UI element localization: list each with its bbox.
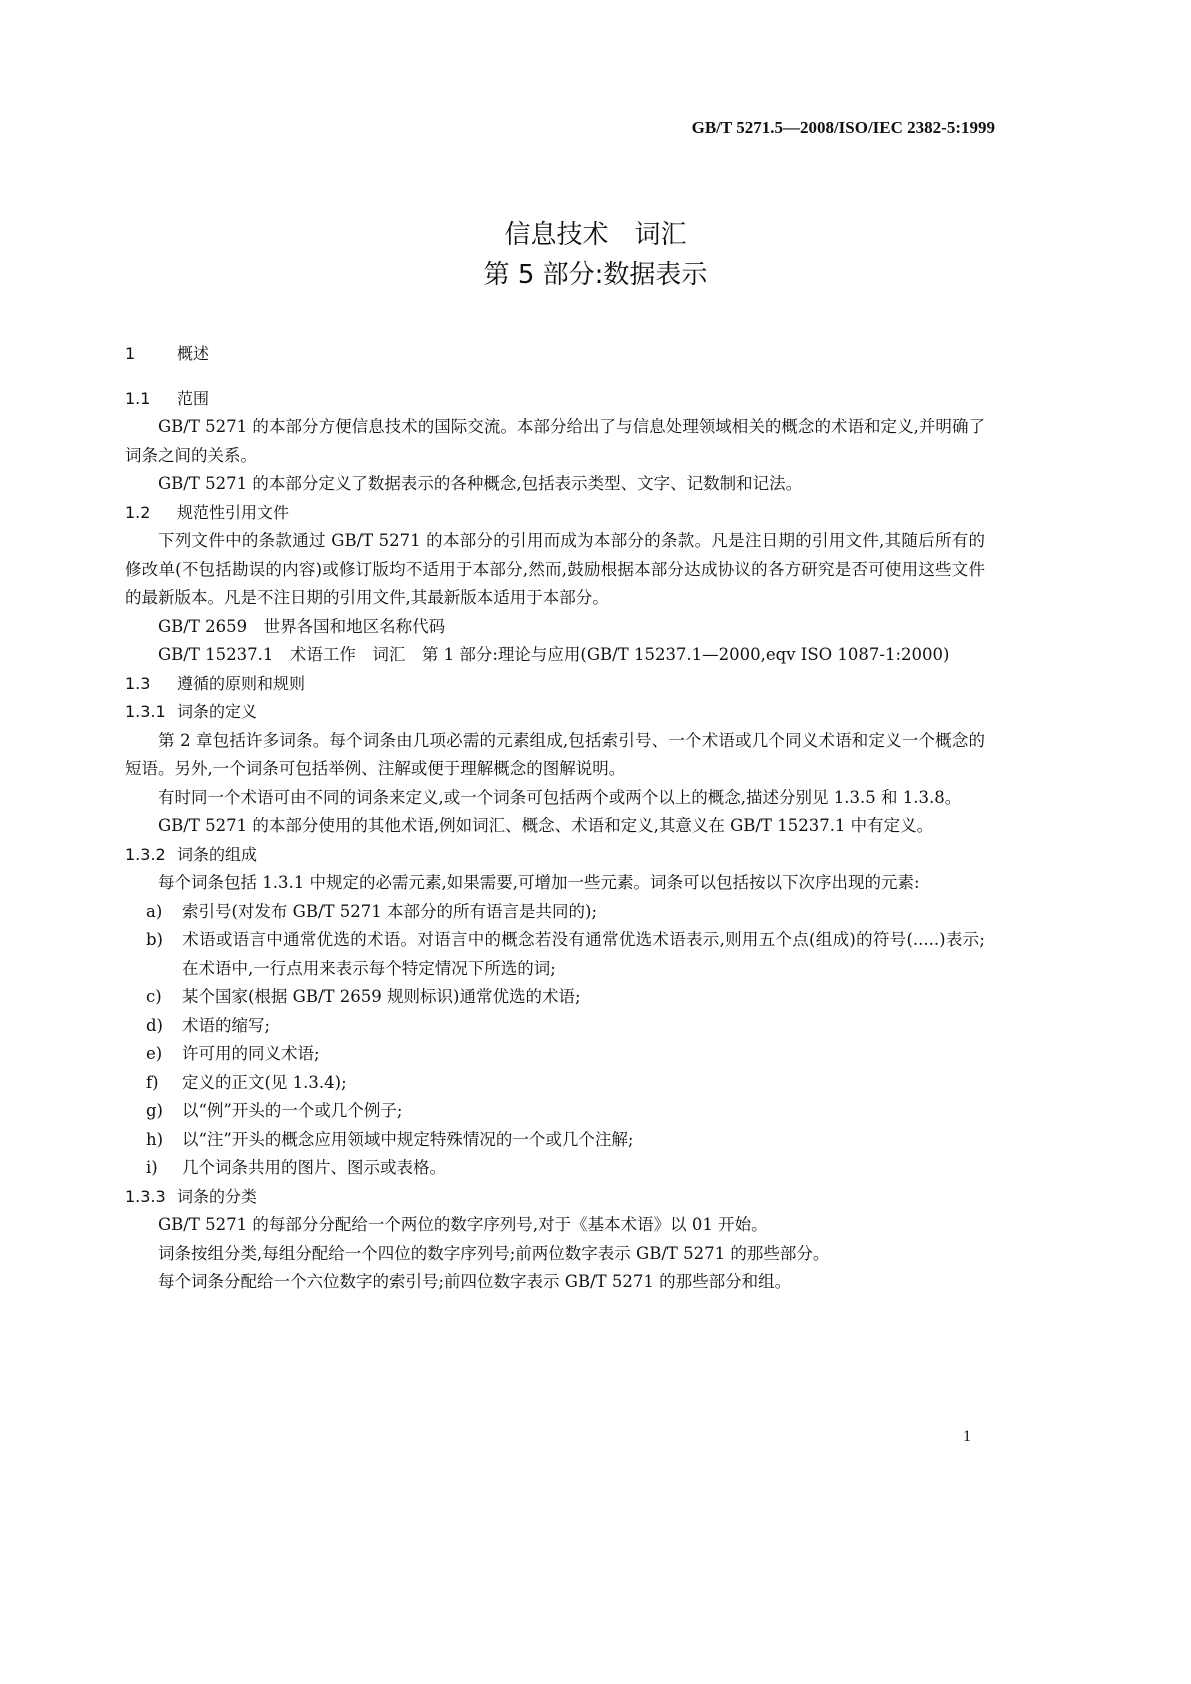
paragraph: GB/T 5271 的本部分使用的其他术语,例如词汇、概念、术语和定义,其意义在 GB/T 15237.1 中有定义。 [158, 816, 934, 835]
list-text: 术语的缩写; [182, 1015, 271, 1035]
standard-number-header: GB/T 5271.5—2008/ISO/IEC 2382-5:1999 [691, 118, 995, 137]
list-text: 以“例”开头的一个或几个例子; [182, 1101, 403, 1120]
section-title: 词条的定义 [177, 702, 258, 721]
document-title: 信息技术 词汇 [504, 220, 687, 250]
section-number: 1.1 [125, 388, 151, 408]
list-marker: f) [146, 1072, 159, 1092]
list-item [125, 1040, 985, 1069]
document-body [125, 340, 985, 1297]
paragraph: 下列文件中的条款通过 GB/T 5271 的本部分的引用而成为本部分的条款。凡是注日期的引用文件,其随后所有的修改单(不包括勘误的内容)或修订版均不适用于本部分,然而,鼓励根据本部分达成协议的各方研究是否可使用这些文件的最新版本。凡是不注日期的引用文件,其最新版本适用于本部分。 [125, 531, 985, 607]
paragraph: 第 2 章包括许多词条。每个词条由几项必需的元素组成,包括索引号、一个术语或几个同义术语和定义一个概念的短语。另外,一个词条可包括举例、注解或便于理解概念的图解说明。 [125, 730, 985, 778]
list-text: 某个国家(根据 GB/T 2659 规则标识)通常优选的术语; [182, 987, 581, 1006]
reference-item: GB/T 15237.1 术语工作 词汇 第 1 部分:理论与应用(GB/T 15237.1—2000,eqv ISO 1087-1:2000) [158, 645, 950, 664]
section-title: 遵循的原则和规则 [177, 673, 306, 693]
paragraph: 有时同一个术语可由不同的词条来定义,或一个词条可包括两个或两个以上的概念,描述分别见 1.3.5 和 1.3.8。 [158, 787, 962, 807]
reference-item: GB/T 2659 世界各国和地区名称代码 [158, 616, 446, 636]
list-text: 索引号(对发布 GB/T 5271 本部分的所有语言是共同的); [182, 901, 598, 921]
list-text: 定义的正文(见 1.3.4); [182, 1072, 347, 1092]
paragraph: GB/T 5271 的本部分方便信息技术的国际交流。本部分给出了与信息处理领域相关的概念的术语和定义,并明确了词条之间的关系。 [125, 417, 985, 465]
page-number: 1 [963, 1428, 971, 1445]
section-number: 1.3.1 [125, 702, 166, 721]
paragraph: 每个词条分配给一个六位数字的索引号;前四位数字表示 GB/T 5271 的那些部分和组。 [158, 1272, 792, 1291]
list-marker: c) [146, 987, 162, 1006]
list-marker: g) [146, 1101, 163, 1120]
list-marker: b) [146, 930, 163, 949]
list-marker: e) [146, 1044, 163, 1063]
section-number: 1 [125, 344, 136, 363]
section-title: 词条的分类 [177, 1186, 258, 1206]
list-item [125, 898, 985, 927]
list-item [125, 1012, 985, 1041]
list-item [125, 1097, 985, 1126]
list-marker: a) [146, 901, 163, 921]
list-item [125, 1069, 985, 1098]
section-number: 1.2 [125, 502, 151, 522]
section-heading-1 [125, 340, 985, 369]
list-text: 许可用的同义术语; [182, 1044, 320, 1063]
section-title: 词条的组成 [177, 844, 258, 864]
paragraph: GB/T 5271 的本部分定义了数据表示的各种概念,包括表示类型、文字、记数制和记法。 [158, 474, 803, 493]
section-title: 规范性引用文件 [177, 502, 290, 522]
paragraph: 每个词条包括 1.3.1 中规定的必需元素,如果需要,可增加一些元素。词条可以包括按以下次序出现的元素: [158, 873, 920, 892]
section-title: 概述 [177, 344, 210, 363]
list-item [125, 983, 985, 1012]
paragraph: GB/T 5271 的每部分分配给一个两位的数字序列号,对于《基本术语》以 01 开始。 [158, 1215, 768, 1234]
document-subtitle: 第 5 部分:数据表示 [483, 260, 708, 290]
list-text: 几个词条共用的图片、图示或表格。 [182, 1158, 446, 1177]
list-marker: d) [146, 1015, 163, 1035]
section-heading-1-3-2 [125, 841, 985, 870]
section-heading-1-2 [125, 499, 985, 528]
list-item [125, 1126, 985, 1155]
list-item [125, 926, 985, 983]
section-title: 范围 [177, 388, 210, 408]
section-heading-1-3 [125, 670, 985, 699]
section-number: 1.3.2 [125, 844, 166, 864]
paragraph: 词条按组分类,每组分配给一个四位的数字序列号;前两位数字表示 GB/T 5271 的那些部分。 [158, 1243, 830, 1263]
section-heading-1-3-1 [125, 698, 985, 727]
section-heading-1-1 [125, 385, 985, 414]
list-marker: h) [146, 1129, 164, 1149]
list-item [125, 1154, 985, 1183]
list-marker: i) [146, 1158, 158, 1177]
section-number: 1.3.3 [125, 1186, 166, 1206]
list-text: 术语或语言中通常优选的术语。对语言中的概念若没有通常优选术语表示,则用五个点(组成)的符号(.....)表示;在术语中,一行点用来表示每个特定情况下所选的词; [182, 930, 985, 978]
section-number: 1.3 [125, 673, 151, 693]
section-heading-1-3-3 [125, 1183, 985, 1212]
list-text: 以“注”开头的概念应用领域中规定特殊情况的一个或几个注解; [182, 1129, 634, 1149]
